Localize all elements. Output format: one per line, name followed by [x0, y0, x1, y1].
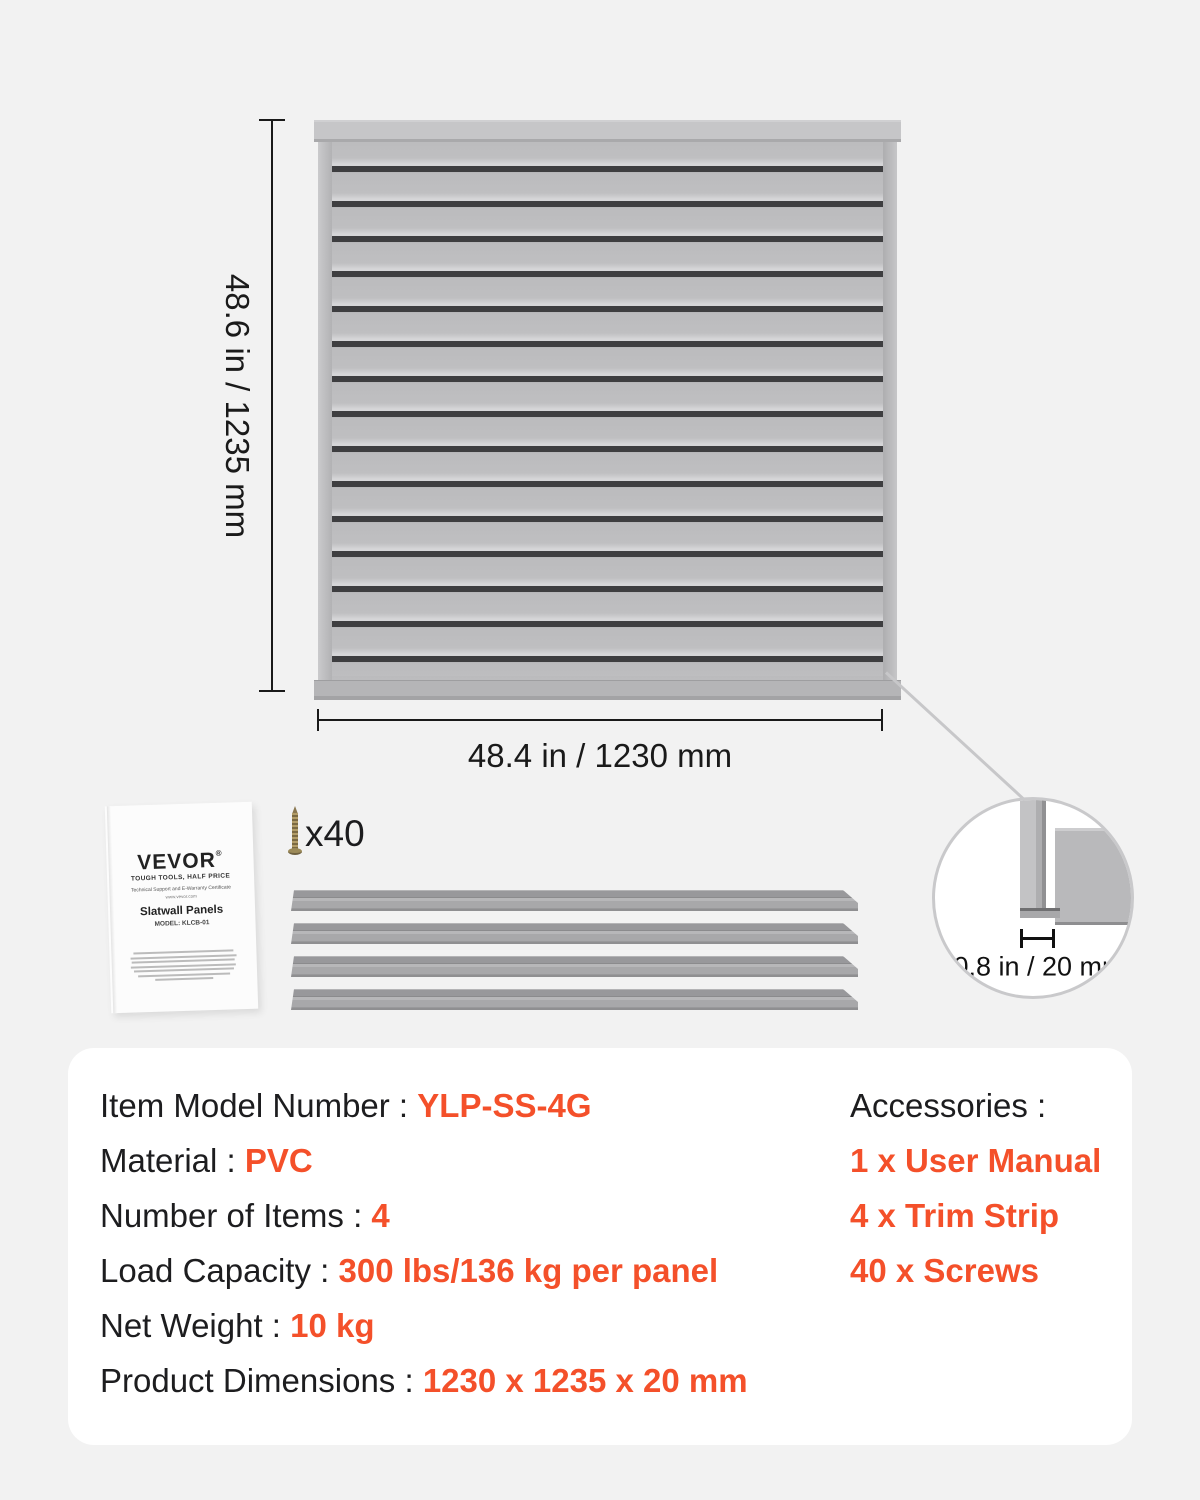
user-manual [105, 802, 258, 1014]
accessory-item [850, 1188, 1101, 1243]
spec-row [100, 1133, 748, 1188]
screw-icon [292, 813, 298, 850]
width-dimension-label: 48.4 in / 1230 mm [467, 737, 733, 774]
callout-leader-line [885, 671, 1026, 801]
spec-label: Product Dimensions : [100, 1362, 423, 1399]
spec-label: Load Capacity : [100, 1252, 339, 1289]
trim-strip [291, 956, 858, 977]
height-dimension-line [271, 120, 273, 692]
manual-support-line: Technical Support and E-Warranty Certificate [130, 884, 231, 894]
screw-icon-head [288, 848, 302, 855]
spec-value: 10 kg [290, 1307, 375, 1344]
registered-trademark: ® [215, 848, 223, 858]
manual-tagline: TOUGH TOOLS, HALF PRICE [130, 872, 231, 883]
panel-left-frame [318, 142, 332, 680]
spec-label: Accessories : [850, 1087, 1047, 1124]
spec-list [100, 1078, 748, 1408]
height-dimension-label: 48.6 in / 1235 mm [219, 273, 256, 539]
spec-value: 1230 x 1235 x 20 mm [422, 1362, 748, 1399]
panel-slats [332, 142, 883, 680]
spec-row [100, 1243, 748, 1298]
width-dimension-right-tick [881, 709, 883, 731]
trim-strip [291, 923, 858, 944]
fine-print-line [138, 972, 230, 977]
accessory-value: 4 x Trim Strip [850, 1197, 1060, 1234]
slatwall-panel-image [318, 120, 897, 700]
manual-website: www.vevor.com [165, 893, 197, 900]
spec-value: YLP-SS-4G [417, 1087, 592, 1124]
panel-bottom-trim [314, 680, 901, 700]
thickness-callout-circle [932, 797, 1134, 999]
panel-top-trim [314, 120, 901, 142]
width-dimension-line [318, 719, 883, 721]
height-dimension-top-cap [259, 119, 285, 121]
trim-strip [291, 989, 858, 1010]
brand-text: VEVOR [136, 848, 217, 875]
spec-label: Material : [100, 1142, 245, 1179]
thickness-label: 0.8 in / 20 mm [953, 951, 1125, 982]
spec-row [100, 1078, 748, 1133]
thickness-right-tick [1052, 929, 1055, 948]
screw-count-label: x40 [305, 813, 365, 854]
accessory-item [850, 1243, 1101, 1298]
width-dimension-left-tick [317, 709, 319, 731]
panel-body [318, 142, 897, 680]
fine-print-line [155, 977, 213, 981]
accessory-value: 40 x Screws [850, 1252, 1039, 1289]
spec-value: 300 lbs/136 kg per panel [338, 1252, 719, 1289]
thickness-left-tick [1020, 929, 1023, 948]
panel-edge-cross-section [1055, 828, 1134, 925]
spec-label: Item Model Number : [100, 1087, 418, 1124]
height-dimension-bottom-cap [259, 690, 285, 692]
trim-strip [291, 890, 858, 911]
spec-row [100, 1298, 748, 1353]
spec-row [100, 1353, 748, 1408]
spec-label: Number of Items : [100, 1197, 372, 1234]
manual-product-name: Slatwall Panels [139, 903, 224, 919]
manual-model-line: MODEL: KLCB-01 [154, 919, 210, 928]
trim-profile-bar [1020, 797, 1046, 918]
panel-right-frame [883, 142, 897, 680]
accessories-list [850, 1078, 1101, 1298]
spec-value: PVC [244, 1142, 313, 1179]
spec-label: Net Weight : [100, 1307, 291, 1344]
spec-value: 4 [371, 1197, 390, 1234]
thickness-measure-line [1021, 937, 1055, 940]
accessory-item [850, 1133, 1101, 1188]
spec-card [68, 1048, 1132, 1445]
accessory-value: 1 x User Manual [850, 1142, 1102, 1179]
manual-fine-print [109, 949, 257, 985]
trim-profile-foot [1020, 908, 1060, 918]
accessories-title [850, 1078, 1101, 1133]
spec-row [100, 1188, 748, 1243]
